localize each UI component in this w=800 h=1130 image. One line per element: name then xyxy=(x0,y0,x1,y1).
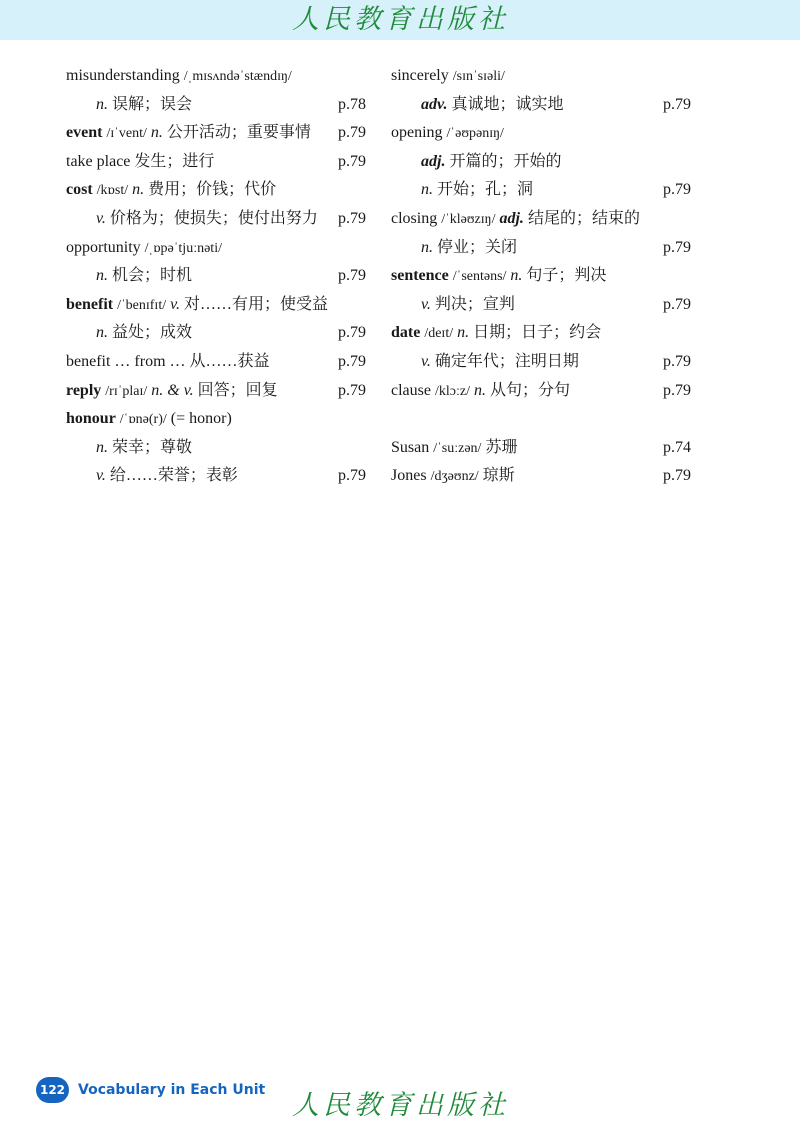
meaning: 公开活动；重要事情 xyxy=(166,124,311,142)
vocab-entry xyxy=(66,176,366,205)
page-ref: p.79 xyxy=(663,238,691,256)
page-ref: p.79 xyxy=(663,467,691,485)
vocab-entry xyxy=(66,234,366,263)
vocab-entry xyxy=(391,62,691,91)
headword: closing xyxy=(391,209,438,227)
page-ref: p.79 xyxy=(338,152,366,170)
vocab-entry xyxy=(391,205,691,234)
meaning: 句子；判决 xyxy=(526,267,607,285)
vocab-column-right xyxy=(391,62,691,491)
part-of-speech: n. xyxy=(96,267,108,285)
meaning: 价格为；使损失；使付出努力 xyxy=(109,209,318,227)
meaning: 从句；分句 xyxy=(489,381,570,399)
phonetic: /ɪˈvent/ xyxy=(106,126,147,142)
page-ref: p.79 xyxy=(663,181,691,199)
page-ref: p.79 xyxy=(338,324,366,342)
page-ref: p.79 xyxy=(338,209,366,227)
vocab-entry xyxy=(66,291,366,320)
page-ref: p.79 xyxy=(338,467,366,485)
meaning: (= honor) xyxy=(170,410,232,428)
headword: date xyxy=(391,324,421,342)
meaning: 琼斯 xyxy=(482,467,515,485)
page-ref: p.79 xyxy=(663,295,691,313)
part-of-speech: v. xyxy=(170,295,181,313)
part-of-speech: n. xyxy=(96,324,108,342)
vocab-entry xyxy=(391,319,691,348)
page-ref: p.79 xyxy=(663,95,691,113)
phonetic: /ˈsentəns/ xyxy=(452,269,507,285)
headword: benefit … from … xyxy=(66,352,186,370)
publisher-logo-bottom: 人民教育出版社 xyxy=(292,1090,509,1121)
vocab-entry xyxy=(391,434,691,463)
sense-line xyxy=(66,319,366,348)
page-ref: p.79 xyxy=(338,381,366,399)
sense-line xyxy=(66,91,366,120)
phonetic: /deɪt/ xyxy=(424,326,454,342)
headword: take place xyxy=(66,152,131,170)
sense-line xyxy=(66,434,366,463)
vocab-entry xyxy=(66,148,366,177)
sense-line xyxy=(391,91,691,120)
part-of-speech: n. xyxy=(150,124,163,142)
sense-line xyxy=(391,148,691,177)
headword: event xyxy=(66,124,103,142)
part-of-speech: n. xyxy=(473,381,486,399)
part-of-speech: v. xyxy=(96,209,106,227)
part-of-speech: n. xyxy=(421,238,433,256)
part-of-speech: n. & v. xyxy=(151,381,194,399)
page-number-badge: 122 xyxy=(36,1077,69,1103)
phonetic: /kɒst/ xyxy=(96,183,129,199)
meaning: 荣幸；尊敬 xyxy=(112,438,193,456)
meaning: 开篇的；开始的 xyxy=(449,152,562,170)
phonetic: /klɔːz/ xyxy=(434,383,470,399)
phonetic: /rɪˈplaɪ/ xyxy=(105,383,148,399)
phonetic: /sɪnˈsɪəli/ xyxy=(452,69,505,84)
page-ref: p.78 xyxy=(338,95,366,113)
sense-line xyxy=(66,462,366,491)
headword: reply xyxy=(66,381,102,399)
part-of-speech: adj. xyxy=(421,152,446,170)
sense-line xyxy=(391,291,691,320)
part-of-speech: v. xyxy=(96,467,106,485)
meaning: 益处；成效 xyxy=(112,324,193,342)
part-of-speech: adv. xyxy=(421,95,448,113)
part-of-speech: n. xyxy=(421,181,433,199)
meaning: 真诚地；诚实地 xyxy=(451,95,564,113)
sense-line xyxy=(391,348,691,377)
meaning: 给……荣誉；表彰 xyxy=(109,467,238,485)
meaning: 对……有用；使受益 xyxy=(184,295,329,313)
sense-line xyxy=(391,176,691,205)
phonetic: /ˈkləʊzɪŋ/ xyxy=(441,211,496,227)
sense-line xyxy=(66,262,366,291)
headword: sincerely xyxy=(391,67,449,84)
headword: misunderstanding xyxy=(66,67,180,84)
meaning: 发生；进行 xyxy=(134,152,215,170)
meaning: 从……获益 xyxy=(189,352,270,370)
vocab-entry xyxy=(391,377,691,406)
meaning: 日期；日子；约会 xyxy=(473,324,602,342)
meaning: 苏珊 xyxy=(485,438,518,456)
section-title: Vocabulary in Each Unit xyxy=(78,1082,266,1098)
vocab-entry xyxy=(66,348,366,377)
phonetic: /ˌmɪsʌndəˈstændɪŋ/ xyxy=(183,69,292,84)
meaning: 停业；关闭 xyxy=(437,238,518,256)
headword: honour xyxy=(66,410,116,428)
phonetic: /ˈɒnə(r)/ xyxy=(119,412,167,428)
vocab-column-left xyxy=(66,62,366,491)
phonetic: /ˈəʊpənɪŋ/ xyxy=(446,126,504,142)
publisher-logo-top: 人民教育出版社 xyxy=(292,4,509,35)
meaning: 结尾的；结束的 xyxy=(527,209,640,227)
headword: benefit xyxy=(66,295,114,313)
phonetic: /ˈbenɪfɪt/ xyxy=(117,297,167,313)
headword: Susan xyxy=(391,438,430,456)
meaning: 机会；时机 xyxy=(112,267,193,285)
vocab-entry xyxy=(391,119,691,148)
part-of-speech: n. xyxy=(510,267,523,285)
phonetic: /ˌɒpəˈtjuːnəti/ xyxy=(144,240,222,256)
sense-line xyxy=(66,205,366,234)
page-ref: p.79 xyxy=(338,267,366,285)
vocab-entry xyxy=(66,377,366,406)
part-of-speech: n. xyxy=(132,181,145,199)
page-ref: p.79 xyxy=(663,381,691,399)
headword: sentence xyxy=(391,267,449,285)
meaning: 开始；孔；洞 xyxy=(437,181,534,199)
meaning: 回答；回复 xyxy=(197,381,278,399)
meaning: 误解；误会 xyxy=(112,95,193,113)
meaning: 费用；价钱；代价 xyxy=(148,181,277,199)
part-of-speech: n. xyxy=(96,95,108,113)
headword: opportunity xyxy=(66,238,141,256)
headword: opening xyxy=(391,124,443,142)
headword: cost xyxy=(66,181,93,199)
part-of-speech: adj. xyxy=(499,209,524,227)
phonetic: /dʒəʊnz/ xyxy=(430,469,479,485)
meaning: 判决；宣判 xyxy=(434,295,515,313)
phonetic: /ˈsuːzən/ xyxy=(433,440,482,456)
headword: clause xyxy=(391,381,431,399)
vocab-entry xyxy=(391,262,691,291)
meaning: 确定年代；注明日期 xyxy=(434,352,579,370)
page-ref: p.74 xyxy=(663,438,691,456)
vocab-entry xyxy=(66,405,366,434)
part-of-speech: n. xyxy=(96,438,108,456)
vocab-entry xyxy=(391,462,691,491)
part-of-speech: n. xyxy=(457,324,470,342)
page-ref: p.79 xyxy=(338,124,366,142)
vocab-entry xyxy=(66,62,366,91)
headword: Jones xyxy=(391,467,427,485)
page-ref: p.79 xyxy=(338,352,366,370)
part-of-speech: v. xyxy=(421,352,431,370)
page-ref: p.79 xyxy=(663,352,691,370)
entry-gap xyxy=(391,405,691,434)
sense-line xyxy=(391,234,691,263)
vocab-entry xyxy=(66,119,366,148)
part-of-speech: v. xyxy=(421,295,431,313)
